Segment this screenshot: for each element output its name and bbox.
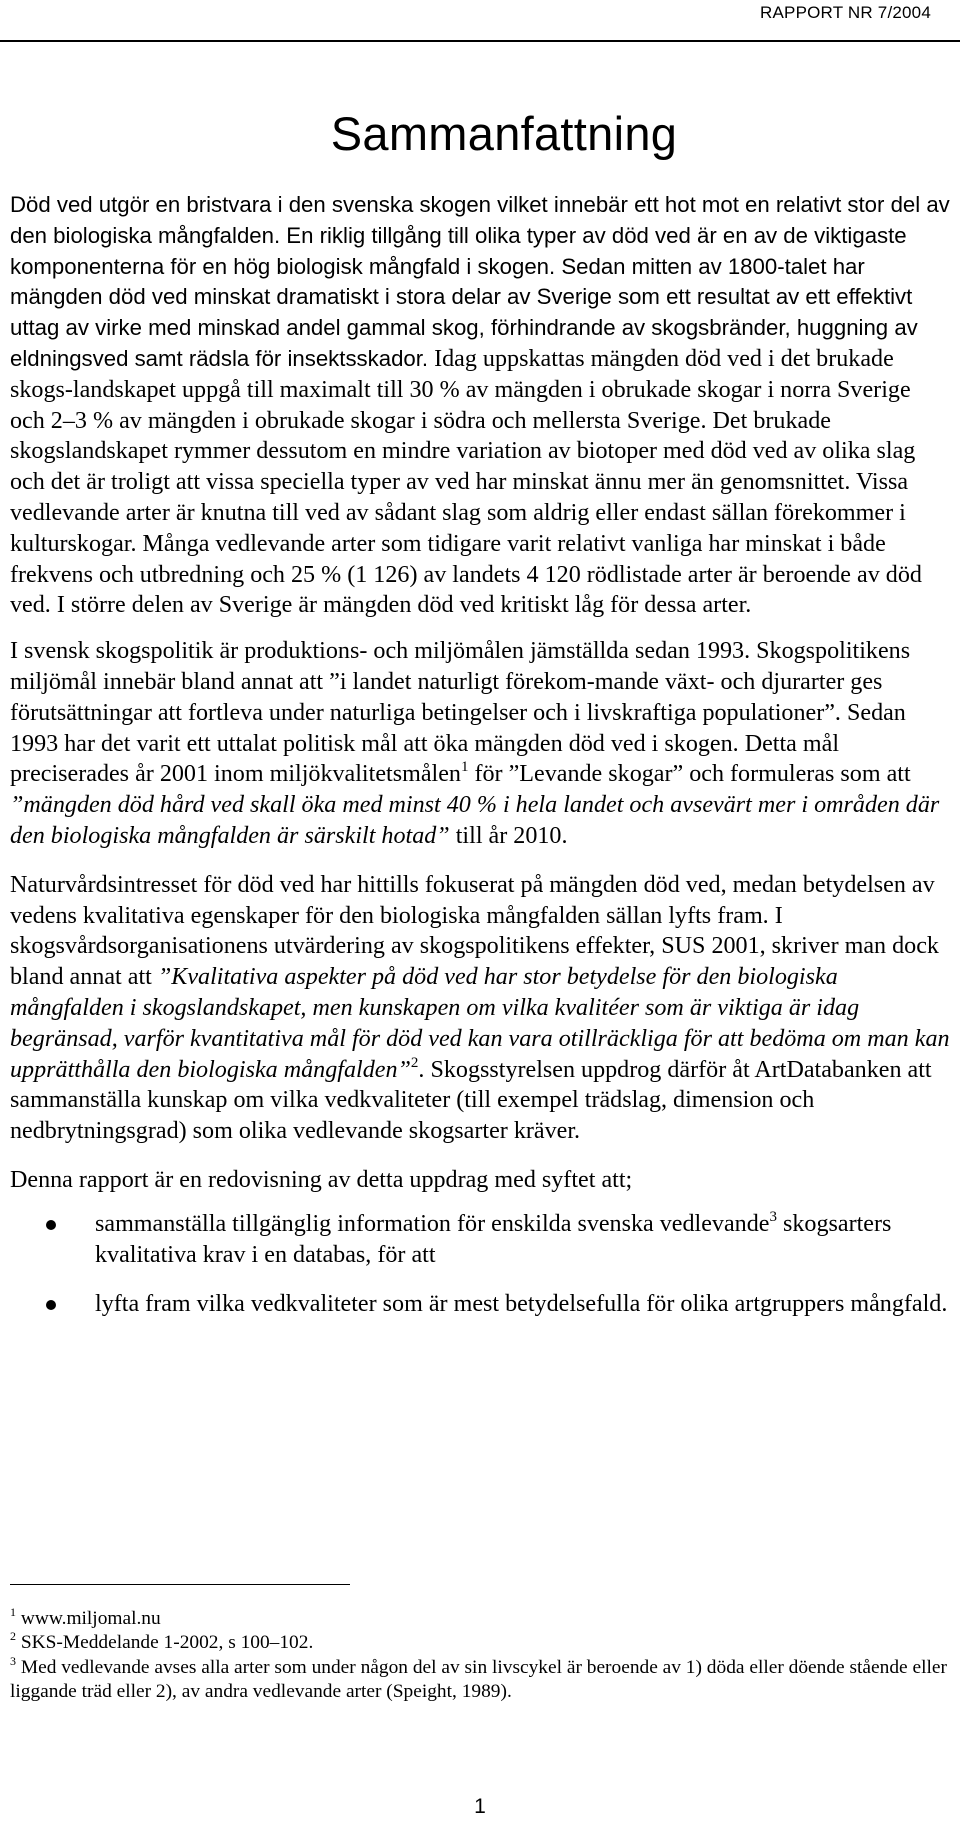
footnote-2: [10, 1631, 950, 1655]
paragraph-policy-c: till år 2010.: [449, 822, 568, 849]
page-title-text: Sammanfattning: [330, 107, 678, 160]
footnote-number: 1: [10, 1605, 16, 1619]
paragraph-quality-quote: ”Kvalitativa aspekter på död ved har stor betydelse för den biologiska mångfalden i skogslandskapet, men kunskapen om vilka kvalitéer som är viktiga är idag begränsad, varför kvantitativa mål för död ved kan vara otillräckliga för att bedöma om man kan upprätthålla den biologiska mångfalden: [10, 964, 950, 1083]
bullet-icon: [46, 1220, 56, 1230]
paragraph-intro-serif: Idag uppskattas mängden död ved i det brukade skogs-landskapet uppgå till maximalt till 30 % av mängden i obrukade skogar i norra Sverige och 2–3 % av mängden i obrukade skogar i södra och mellersta Sverige. Det brukade skogslandskapet rymmer dessutom en mindre variation av biotoper med död ved av olika slag och det är troligt att vissa speciella typer av ved har minskat ännu mer än genomsnittet. Vissa vedlevande arter är knutna till ved av sådant slag som aldrig eller endast sällan förekommer i kulturskogar. Många vedlevande arter som tidigare varit relativt vanliga har minskat i både frekvens och utbredning och 25 % (1 126) av landets 4 120 rödlistade arter är beroende av död ved. I större delen av Sverige är mängden död ved kritiskt låg för dessa arter.: [10, 345, 922, 619]
report-label: RAPPORT NR 7/2004: [760, 3, 931, 22]
paragraph-policy-b: för ”Levande skogar” och formuleras som att: [468, 761, 911, 788]
paragraph-quality-quote-end: ”: [397, 1056, 411, 1083]
page-number: 1: [474, 1795, 486, 1818]
paragraph-quality-c: . Skogsstyrelsen uppdrog därför åt ArtDatabanken att sammanställa kunskap om vilka vedkvaliteter (till exempel trädslag, dimension och nedbrytningsgrad) som olika vedlevande skogsarter kräver.: [10, 1056, 932, 1145]
footnote-text: Med vedlevande avses alla arter som under någon del av sin livscykel är beroende av 1) döda eller döende stående eller liggande träd eller 2), av andra vedlevande arter (Speight, 1989).: [10, 1656, 947, 1703]
footnote-ref-2: 2: [410, 1054, 419, 1071]
list-item-text-a: sammanställa tillgänglig information för enskilda svenska vedlevande: [95, 1210, 770, 1237]
list-item-text-a: lyfta fram vilka vedkvaliteter som är mest betydelsefulla för olika artgruppers mångfald.: [95, 1291, 948, 1318]
paragraph-policy: [10, 636, 950, 852]
page-title: [0, 104, 960, 164]
list-item-text-b: skogsarters kvalitativa krav i en databas, för att: [95, 1210, 892, 1268]
footnote-text: www.miljomal.nu: [16, 1608, 161, 1629]
footnote-1: [10, 1607, 950, 1631]
paragraph-quality-a: Naturvårdsintresset för död ved har hittills fokuserat på mängden död ved, medan betydelsen av vedens kvalitativa egenskaper för den biologiska mångfalden sällan lyfts fram. I skogsvårdsorganisationens utvärdering av skogspolitikens effekter, SUS 2001, skriver man dock bland annat att: [10, 871, 939, 991]
paragraph-intro: [10, 190, 950, 621]
bullet-icon: [46, 1300, 56, 1310]
list-item: [10, 1289, 950, 1320]
footnote-number: 3: [10, 1653, 16, 1668]
footnote-number: 2: [10, 1629, 16, 1644]
footnote-text: SKS-Meddelande 1-2002, s 100–102.: [16, 1632, 314, 1654]
list-item: [10, 1209, 950, 1271]
paragraph-policy-a: I svensk skogspolitik är produktions- och miljömålen jämställda sedan 1993. Skogspolitikens miljömål innebär bland annat att ”i landet naturligt förekom-mande växt- och djurarter ges förutsättningar att fortleva under naturliga betingelser och i livskraftiga populationer”. Sedan 1993 har det varit ett uttalat politisk mål att öka mängden död ved i skogen. Detta mål preciserades år 2001 inom miljökvalitetsmålen: [10, 638, 911, 788]
footnote-ref-3: 3: [769, 1208, 777, 1225]
paragraph-quality: [10, 870, 950, 1147]
running-header: [0, 0, 960, 42]
footnote-3: [10, 1653, 950, 1705]
paragraph-policy-quote: ”mängden död hård ved skall öka med minst 40 % i hela landet och avsevärt mer i områden där den biologiska mångfalden är särskilt hotad”: [10, 792, 940, 849]
paragraph-purpose: Denna rapport är en redovisning av detta uppdrag med syftet att;: [10, 1166, 633, 1193]
paragraph-intro-sans: Död ved utgör en bristvara i den svenska skogen vilket innebär ett hot mot en relativt stor del av den biologiska mångfalden. En riklig tillgång till olika typer av död ved är en av de viktigaste komponenterna för en hög biologisk mångfald i skogen. Sedan mitten av 1800-talet har mängden död ved minskat dramatiskt i stora delar av Sverige som ett resultat av ett effektivt uttag av virke med minskad andel gammal skog, förhindrande av skogsbränder, huggning av eldningsved samt rädsla för insektsskador.: [10, 192, 950, 371]
footnote-ref-1: 1: [460, 759, 469, 776]
footnote-divider: [10, 1584, 350, 1585]
purpose-list: [10, 1209, 950, 1320]
footnotes: [10, 1607, 950, 1705]
body-text: [10, 190, 950, 1339]
